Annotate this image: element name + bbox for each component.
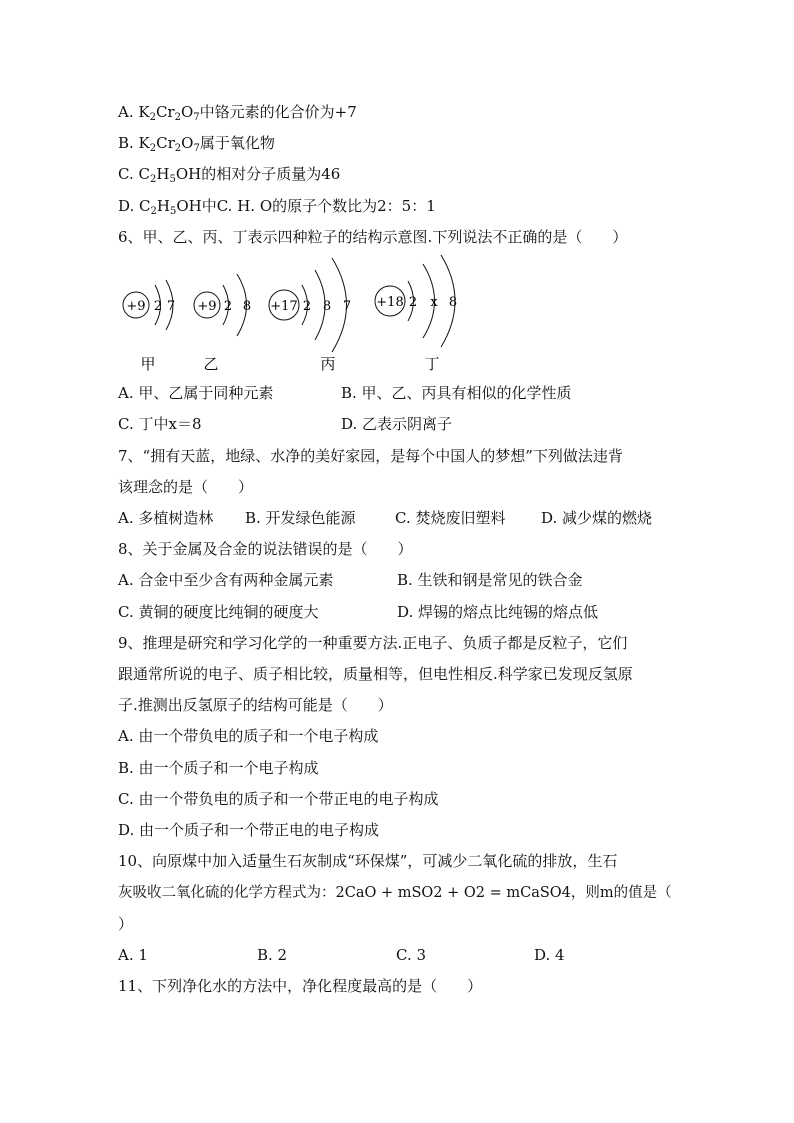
q11-stem: 11、下列净化水的方法中，净化程度最高的是（ ） (118, 977, 483, 995)
q9-stem-line1: 9、推理是研究和学习化学的一种重要方法.正电子、负质子都是反粒子，它们 (118, 634, 628, 652)
q10-option-d: D. 4 (534, 946, 565, 964)
q9-stem-line3: 子.推测出反氢原子的结构可能是（ ） (118, 696, 393, 714)
q8-option-b: B. 生铁和钢是常见的铁合金 (397, 571, 583, 589)
q6-option-a: A. 甲、乙属于同种元素 (118, 384, 274, 402)
q7-stem-line2: 该理念的是（ ） (118, 478, 254, 496)
q7-option-a: A. 多植树造林 (118, 509, 214, 527)
q7-option-d: D. 减少煤的燃烧 (541, 509, 653, 527)
q9-option-c: C. 由一个带负电的质子和一个带正电的电子构成 (118, 790, 439, 808)
q9-stem-line2: 跟通常所说的电子、质子相比较，质量相等，但电性相反.科学家已发现反氢原 (118, 665, 633, 683)
q5-option-d: D. $C_2H_5OH$中C. H. O的原子个数比为2：5：1 (118, 197, 436, 217)
shell-electron-count: 2 (153, 299, 163, 314)
q6-option-b: B. 甲、乙、丙具有相似的化学性质 (341, 384, 572, 402)
q6-option-c: C. 丁中x＝8 (118, 415, 202, 433)
diagram-bing (269, 258, 351, 373)
q10-option-c: C. 3 (396, 946, 427, 964)
q9-option-a: A. 由一个带负电的质子和一个电子构成 (118, 727, 379, 745)
nucleus-charge: +18 (376, 295, 404, 310)
q10-stem-line3: ） (118, 915, 134, 933)
q10-stem-line1: 10、向原煤中加入适量生石灰制成“环保煤”，可减少二氧化硫的排放，生石 (118, 852, 618, 870)
shell-electron-count: x (430, 295, 438, 310)
q10-stem-line2: 灰吸收二氧化硫的化学方程式为：2CaO + mSO2 + O2 = mCaSO4，则m的值是（ (118, 885, 672, 901)
shell-electron-count: 8 (448, 295, 458, 310)
shell-electron-count: 2 (408, 295, 418, 310)
q6-option-d: D. 乙表示阴离子 (341, 415, 453, 433)
q7-option-c: C. 焚烧废旧塑料 (395, 509, 506, 527)
shell-electron-count: 8 (242, 299, 252, 314)
q9-option-b: B. 由一个质子和一个电子构成 (118, 759, 319, 777)
shell-electron-count: 2 (223, 299, 233, 314)
shell-electron-count: 7 (342, 299, 352, 314)
diagram-label: 乙 (203, 355, 219, 373)
shell-electron-count: 8 (322, 299, 332, 314)
q7-stem-line1: 7、“拥有天蓝，地绿、水净的美好家园，是每个中国人的梦想”下列做法违背 (118, 447, 623, 465)
q8-option-d: D. 焊锡的熔点比纯锡的熔点低 (397, 603, 599, 621)
q8-option-c: C. 黄铜的硬度比纯铜的硬度大 (118, 603, 319, 621)
q10-option-a: A. 1 (118, 946, 148, 964)
diagram-yi (194, 274, 251, 373)
nucleus-charge: +9 (197, 299, 217, 314)
q8-option-a: A. 合金中至少含有两种金属元素 (118, 571, 334, 589)
nucleus-charge: +17 (270, 299, 298, 314)
q5-option-a: A. $K_2Cr_2O_7$中铬元素的化合价为+7 (118, 103, 357, 123)
q5-option-c: C. $C_2H_5OH$的相对分子质量为46 (118, 165, 341, 185)
q8-stem: 8、关于金属及合金的说法错误的是（ ） (118, 540, 413, 558)
nucleus-charge: +9 (126, 299, 146, 314)
shell-electron-count: 2 (302, 299, 312, 314)
q5-option-b: B. $K_2Cr_2O_7$属于氧化物 (118, 134, 275, 154)
q9-option-d: D. 由一个质子和一个带正电的电子构成 (118, 821, 380, 839)
q6-stem: 6、甲、乙、丙、丁表示四种粒子的结构示意图.下列说法不正确的是（ ） (118, 228, 628, 246)
shell-electron-count: 7 (166, 299, 176, 314)
q10-option-b: B. 2 (257, 946, 288, 964)
q7-option-b: B. 开发绿色能源 (245, 509, 356, 527)
atomic-structure-diagrams (110, 252, 470, 374)
diagram-label: 甲 (140, 355, 156, 373)
diagram-jia (123, 280, 175, 373)
diagram-ding (375, 255, 457, 373)
diagram-label: 丙 (320, 355, 336, 373)
diagram-label: 丁 (424, 355, 440, 373)
